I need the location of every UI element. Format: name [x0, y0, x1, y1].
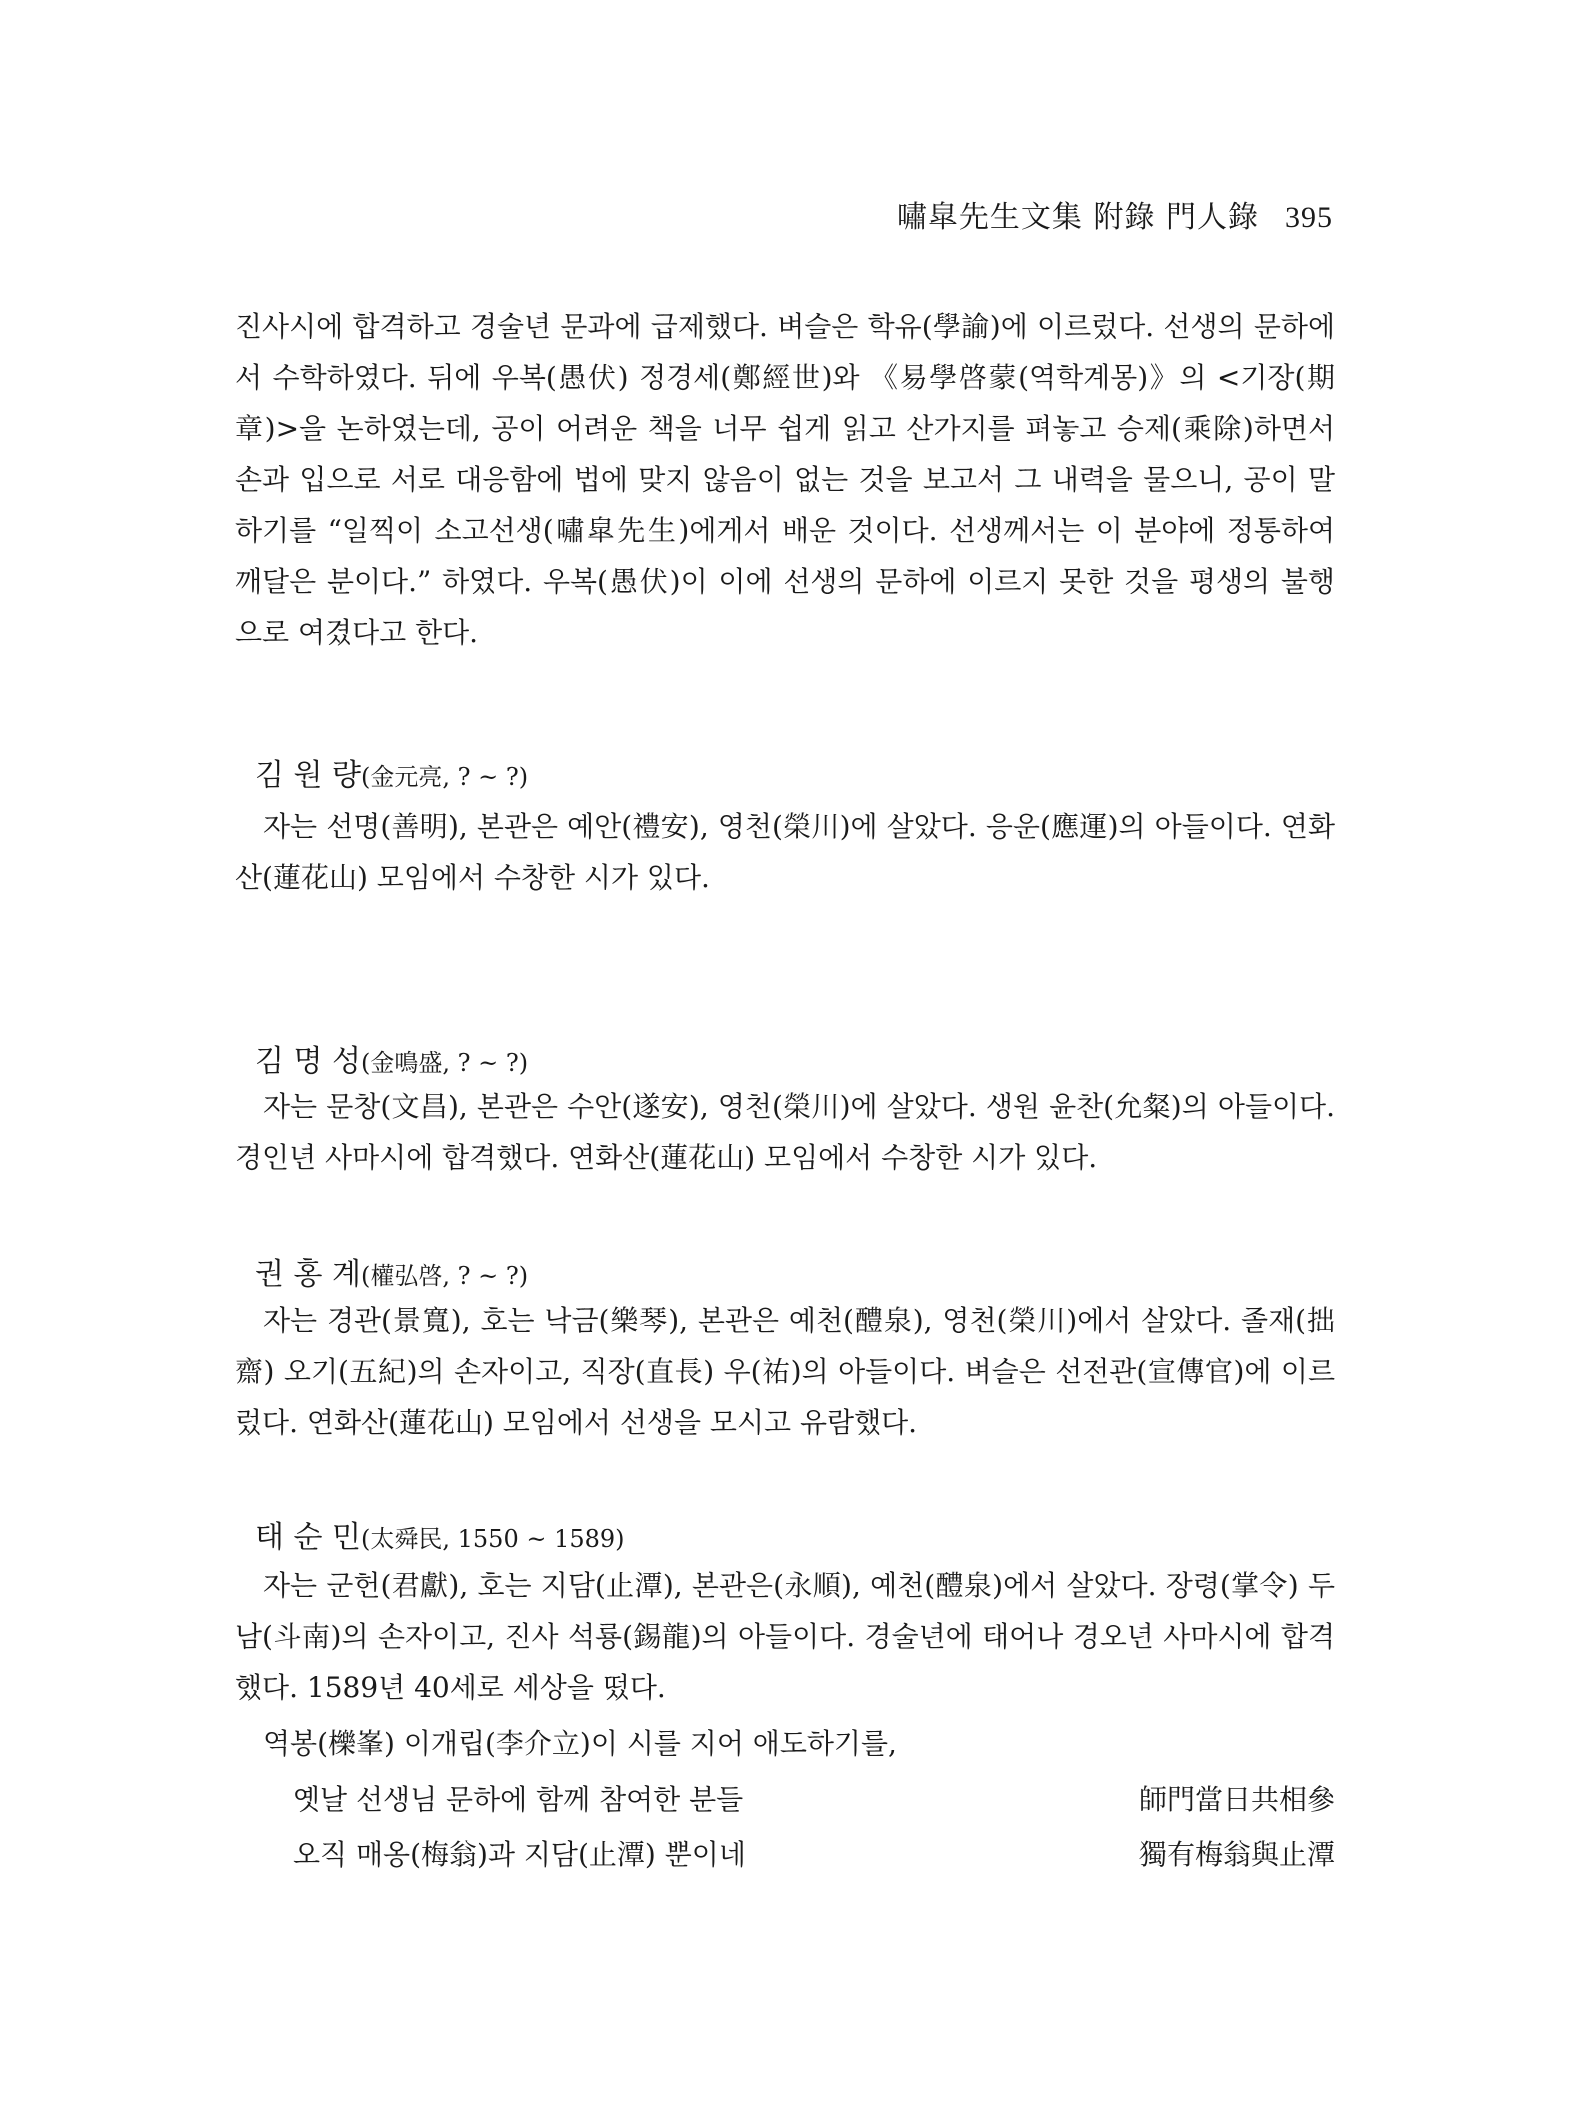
entry-name-heading — [255, 1512, 625, 1556]
entry-description: 자는 군헌(君獻), 호는 지담(止潭), 본관은(永順), 예천(醴泉)에서 살았다. 장령(掌令) 두남(斗南)의 손자이고, 진사 석룡(錫龍)의 아들이다. 경술년에 태어나 경오년 사마시에 합격했다. 1589년 40세로 세상을 떴다. — [235, 1569, 1335, 1704]
entry-description: 자는 문창(文昌), 본관은 수안(遂安), 영천(榮川)에 살았다. 생원 윤찬(允粲)의 아들이다. 경인년 사마시에 합격했다. 연화산(蓮花山) 모임에서 수창한 시가 있다. — [235, 1090, 1335, 1174]
page-number: 395 — [1285, 201, 1333, 234]
entry-name: 권 홍 계 — [255, 1257, 362, 1292]
poem-korean: 옛날 선생님 문하에 함께 참여한 분들 — [293, 1783, 744, 1816]
entry-name-heading — [255, 1036, 528, 1080]
entry-description: 자는 경관(景寬), 호는 낙금(樂琴), 본관은 예천(醴泉), 영천(榮川)에서 살았다. 졸재(拙齋) 오기(五紀)의 손자이고, 직장(直長) 우(祐)의 아들이다. 벼슬은 선전관(宣傳官)에 이르렀다. 연화산(蓮花山) 모임에서 선생을 모시고 유람했다. — [235, 1304, 1335, 1439]
poem-korean: 오직 매옹(梅翁)과 지담(止潭) 뿐이네 — [293, 1838, 746, 1871]
entry-hanja: (金鳴盛, ? ~ ?) — [361, 1049, 529, 1077]
entry-name: 김 명 성 — [255, 1044, 362, 1079]
elegy-intro: 역봉(櫟峯) 이개립(李介立)이 시를 지어 애도하기를, — [263, 1727, 897, 1760]
entry-name: 태 순 민 — [255, 1520, 362, 1555]
entry-name-heading — [255, 750, 528, 794]
entry-name: 김 원 량 — [255, 758, 362, 793]
entry-hanja: (太舜民, 1550 ~ 1589) — [361, 1525, 625, 1553]
running-header — [897, 192, 1333, 236]
header-title: 嘯皐先生文集 附錄 門人錄 — [896, 200, 1259, 235]
entry-description: 자는 선명(善明), 본관은 예안(禮安), 영천(榮川)에 살았다. 응운(應運)의 아들이다. 연화산(蓮花山) 모임에서 수창한 시가 있다. — [235, 810, 1335, 894]
entry-name-heading — [255, 1249, 528, 1293]
entry-hanja: (權弘啓, ? ~ ?) — [361, 1262, 529, 1290]
poem-chinese: 獨有梅翁與止潭 — [1138, 1838, 1335, 1871]
intro-paragraph: 진사시에 합격하고 경술년 문과에 급제했다. 벼슬은 학유(學諭)에 이르렀다. 선생의 문하에서 수학하였다. 뒤에 우복(愚伏) 정경세(鄭經世)와 《易學啓蒙(역학계몽)》의 <기장(期章)>을 논하였는데, 공이 어려운 책을 너무 쉽게 읽고 산가지를 펴놓고 승제(乘除)하면서 손과 입으로 서로 대응함에 법에 맞지 않음이 없는 것을 보고서 그 내력을 물으니, 공이 말하기를 “일찍이 소고선생(嘯皐先生)에게서 배운 것이다. 선생께서는 이 분야에 정통하여 깨달은 분이다.” 하였다. 우복(愚伏)이 이에 선생의 문하에 이르지 못한 것을 평생의 불행으로 여겼다고 한다. — [235, 310, 1335, 649]
entry-hanja: (金元亮, ? ~ ?) — [361, 763, 529, 791]
poem-chinese: 師門當日共相參 — [1138, 1783, 1335, 1816]
